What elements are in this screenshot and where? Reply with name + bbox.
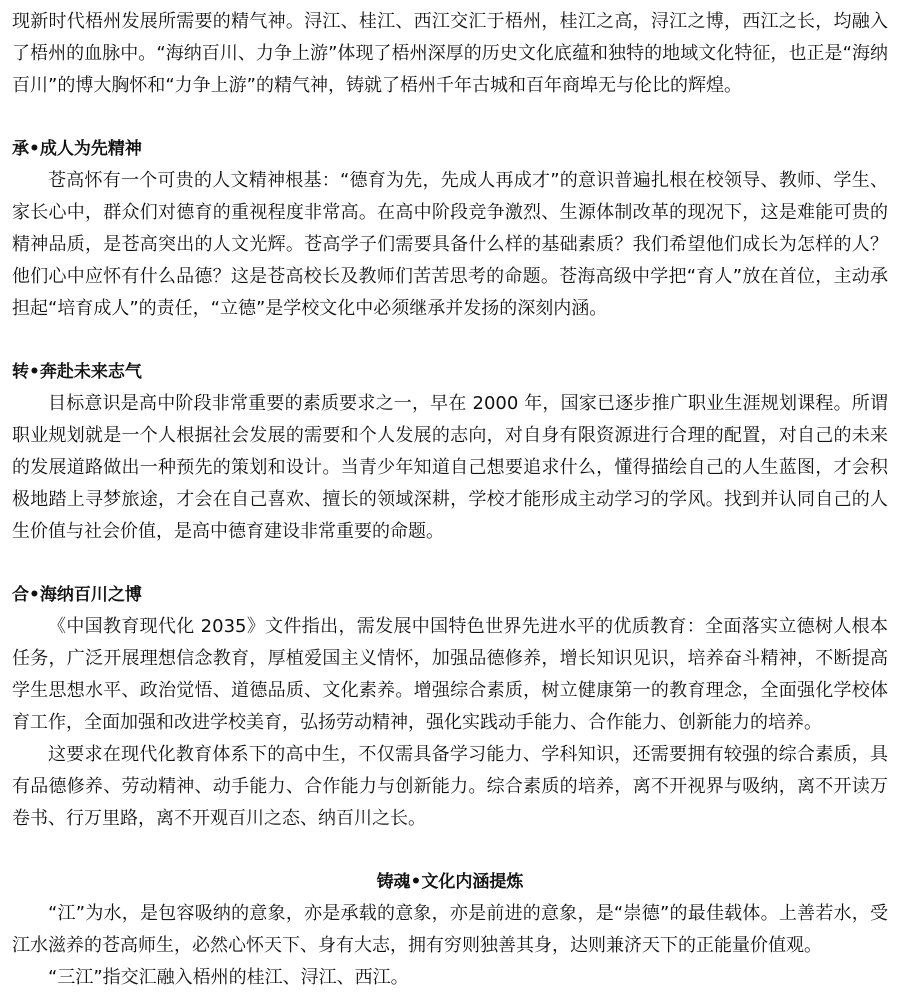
intro-paragraph: 现新时代梧州发展所需要的精气神。浔江、桂江、西江交汇于梧州，桂江之高，浔江之博，西江之长，均融入了梧州的血脉中。“海纳百川、力争上游”体现了梧州深厚的历史文化底蕴和独特的地域文化特征，也正是“海纳百川”的博大胸怀和“力争上游”的精气神，铸就了梧州千年古城和百年商埠无与伦比的辉煌。: [12, 11, 888, 96]
section-body-zhuhun-1: “江”为水，是包容吸纳的意象，亦是承载的意象，亦是前进的意象，是“崇德”的最佳载体。上善若水，受江水滋养的苍高师生，必然心怀天下、身有大志，拥有穷则独善其身，达则兼济天下的正能量价值观。: [12, 903, 888, 956]
spacer: [12, 325, 888, 356]
section-body-he-1: 《中国教育现代化 2035》文件指出，需发展中国特色世界先进水平的优质教育：全面落实立德树人根本任务，广泛开展理想信念教育，厚植爱国主义情怀，加强品德修养，增长知识见识，培养奋斗精神，不断提高学生思想水平、政治觉悟、道德品质、文化素养。增强综合素质，树立健康第一的教育理念，全面强化学校体育工作，全面加强和改进学校美育，弘扬劳动精神，强化实践动手能力、合作能力、创新能力的培养。: [12, 616, 888, 733]
section-body-zhuan: 目标意识是高中阶段非常重要的素质要求之一，早在 2000 年，国家已逐步推广职业生涯规划课程。所谓职业规划就是一个人根据社会发展的需要和个人发展的志向，对自身有限资源进行合理的配置，对自己的未来的发展道路做出一种预先的策划和设计。当青少年知道自己想要追求什么，懂得描绘自己的人生蓝图，才会积极地踏上寻梦旅途，才会在自己喜欢、擅长的领域深耕，学校才能形成主动学习的学风。找到并认同自己的人生价值与社会价值，是高中德育建设非常重要的命题。: [12, 393, 888, 542]
section-heading-he: 合•海纳百川之博: [12, 585, 142, 605]
centered-heading-zhuhun: 铸魂•文化内涵提炼: [376, 872, 524, 892]
document-page: [12, 6, 888, 994]
spacer: [12, 835, 888, 866]
section-body-cheng: 苍高怀有一个可贵的人文精神根基：“德育为先，先成人再成才”的意识普遍扎根在校领导、教师、学生、家长心中，群众们对德育的重视程度非常高。在高中阶段竞争激烈、生源体制改革的现况下，这是难能可贵的精神品质，是苍高突出的人文光辉。苍高学子们需要具备什么样的基础素质？我们希望他们成长为怎样的人？他们心中应怀有什么品德？这是苍高校长及教师们苦苦思考的命题。苍海高级中学把“育人”放在首位，主动承担起“培育成人”的责任，“立德”是学校文化中必须继承并发扬的深刻内涵。: [12, 170, 888, 319]
section-body-zhuhun-2: “三江”指交汇融入梧州的桂江、浔江、西江。: [48, 967, 409, 988]
section-heading-cheng: 承•成人为先精神: [12, 139, 142, 159]
section-heading-zhuan: 转•奔赴未来志气: [12, 362, 142, 382]
spacer: [12, 102, 888, 133]
section-body-he-2: 这要求在现代化教育体系下的高中生，不仅需具备学习能力、学科知识，还需要拥有较强的综合素质，具有品德修养、劳动精神、动手能力、合作能力与创新能力。综合素质的培养，离不开视界与吸纳，离不开读万卷书、行万里路，离不开观百川之态、纳百川之长。: [12, 744, 888, 829]
spacer: [12, 548, 888, 579]
